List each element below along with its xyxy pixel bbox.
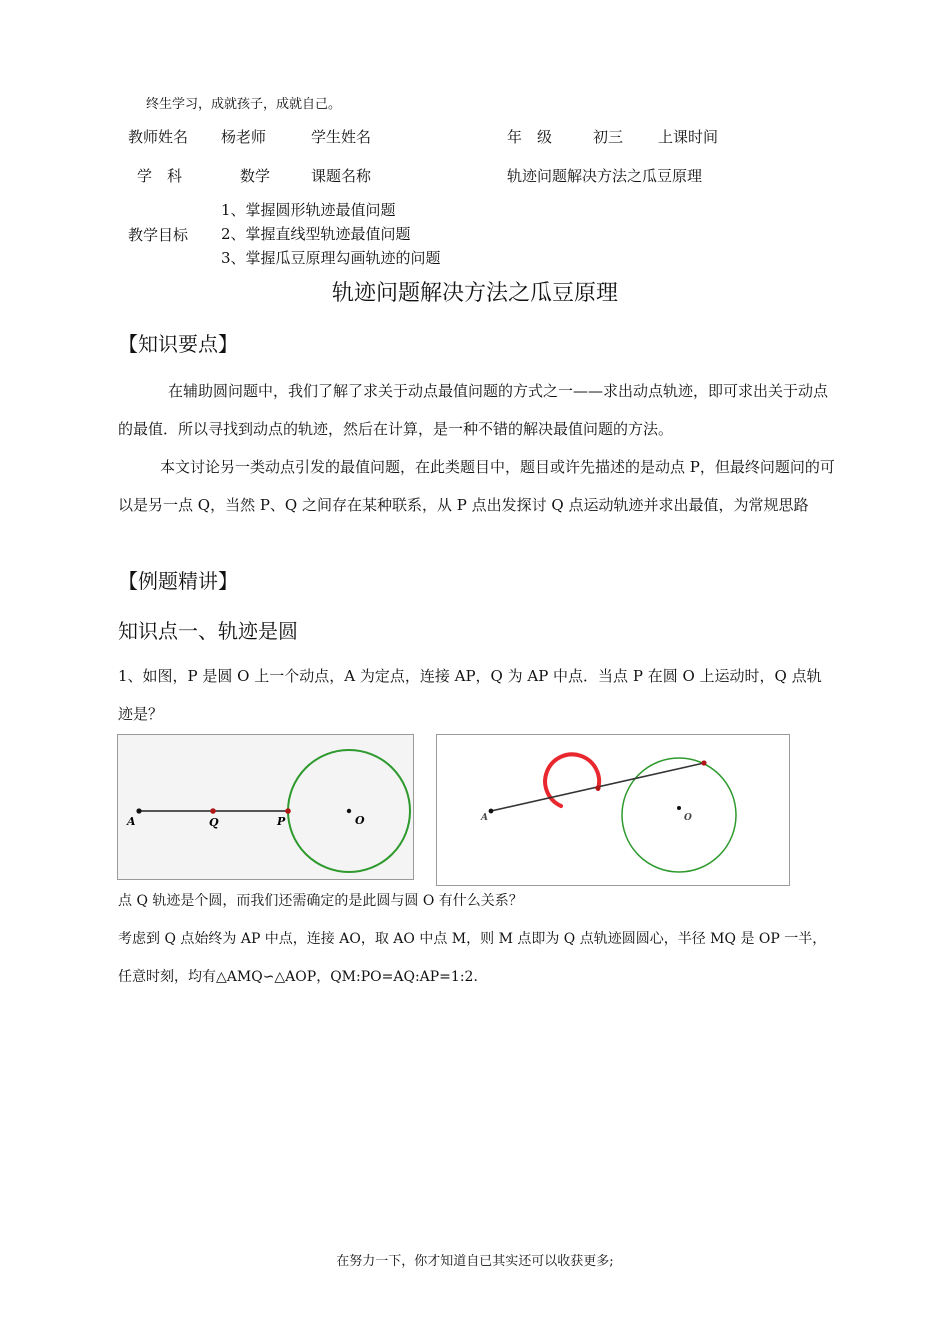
header-motto: 终生学习，成就孩子，成就自己。 [146,97,342,112]
label-q: Q [209,816,219,829]
problem-1-text: 1、如图，P 是圆 O 上一个动点，A 为定点，连接 AP，Q 为 AP 中点．当点 P 在圆 O 上运动时，Q 点轨迹是？ [118,667,822,723]
paragraph-discussion: 本文讨论另一类动点引发的最值问题，在此类题目中，题目或许先描述的是动点 P，但最终问题问的可以是另一点 Q，当然 P、Q 之间存在某种联系，从 P 点出发探讨 Q 点运动轨迹并求出最值，为常规思路 [118,458,835,514]
subject-value: 数学 [240,167,271,185]
teacher-label: 教师姓名 [128,128,189,146]
answer-line-1: 点 Q 轨迹是个圆，而我们还需确定的是此圆与圆 O 有什么关系？ [118,893,523,909]
section-examples-heading: 【例题精讲】 [118,569,238,593]
answer-line-2: 考虑到 Q 点始终为 AP 中点，连接 AO，取 AO 中点 M，则 M 点即为 Q 点轨迹圆圆心，半径 MQ 是 OP 一半，任意时刻，均有△AMQ∽△AOP，QM:PO=AQ:AP=1:2． [118,931,827,985]
grade-value: 初三 [593,128,624,146]
point-o-2 [677,806,681,810]
figure-2-diagram [436,734,790,886]
label-o-2: O [684,813,692,823]
point-q-2 [595,785,600,790]
goals-label: 教学目标 [128,226,189,244]
time-label: 上课时间 [658,128,719,146]
document-title: 轨迹问题解决方法之瓜豆原理 [331,281,618,306]
point-a-2 [489,809,494,814]
point-a [136,808,141,813]
topic-label: 课题名称 [311,167,372,185]
point-p [285,808,291,814]
grade-label: 年 级 [507,128,553,146]
teacher-value: 杨老师 [221,128,267,146]
footer-text: 在努力一下，你才知道自已其实还可以收获更多; [336,1254,614,1269]
goal-item-2: 2、掌握直线型轨迹最值问题 [221,225,411,243]
subsection-circle-trajectory: 知识点一、轨迹是圆 [118,619,298,643]
subject-label: 学 科 [137,167,183,185]
point-q [210,808,216,814]
label-a: A [127,815,136,828]
paragraph-intro: 在辅助圆问题中，我们了解了求关于动点最值问题的方式之一——求出动点轨迹，即可求出关于动点的最值．所以寻找到动点的轨迹，然后在计算，是一种不错的解决最值问题的方法。 [118,382,829,438]
figure-1-frame [118,735,414,880]
label-a-2: A [481,813,488,823]
goal-item-1: 1、掌握圆形轨迹最值问题 [221,201,396,219]
topic-value: 轨迹问题解决方法之瓜豆原理 [507,167,703,185]
student-label: 学生姓名 [311,128,372,146]
point-p-2 [701,760,706,765]
label-o: O [355,814,365,827]
figure-1-diagram [117,734,414,880]
goal-item-3: 3、掌握瓜豆原理勾画轨迹的问题 [221,249,441,267]
point-o [347,809,351,813]
section-knowledge-heading: 【知识要点】 [118,332,238,356]
label-p: P [277,815,286,828]
